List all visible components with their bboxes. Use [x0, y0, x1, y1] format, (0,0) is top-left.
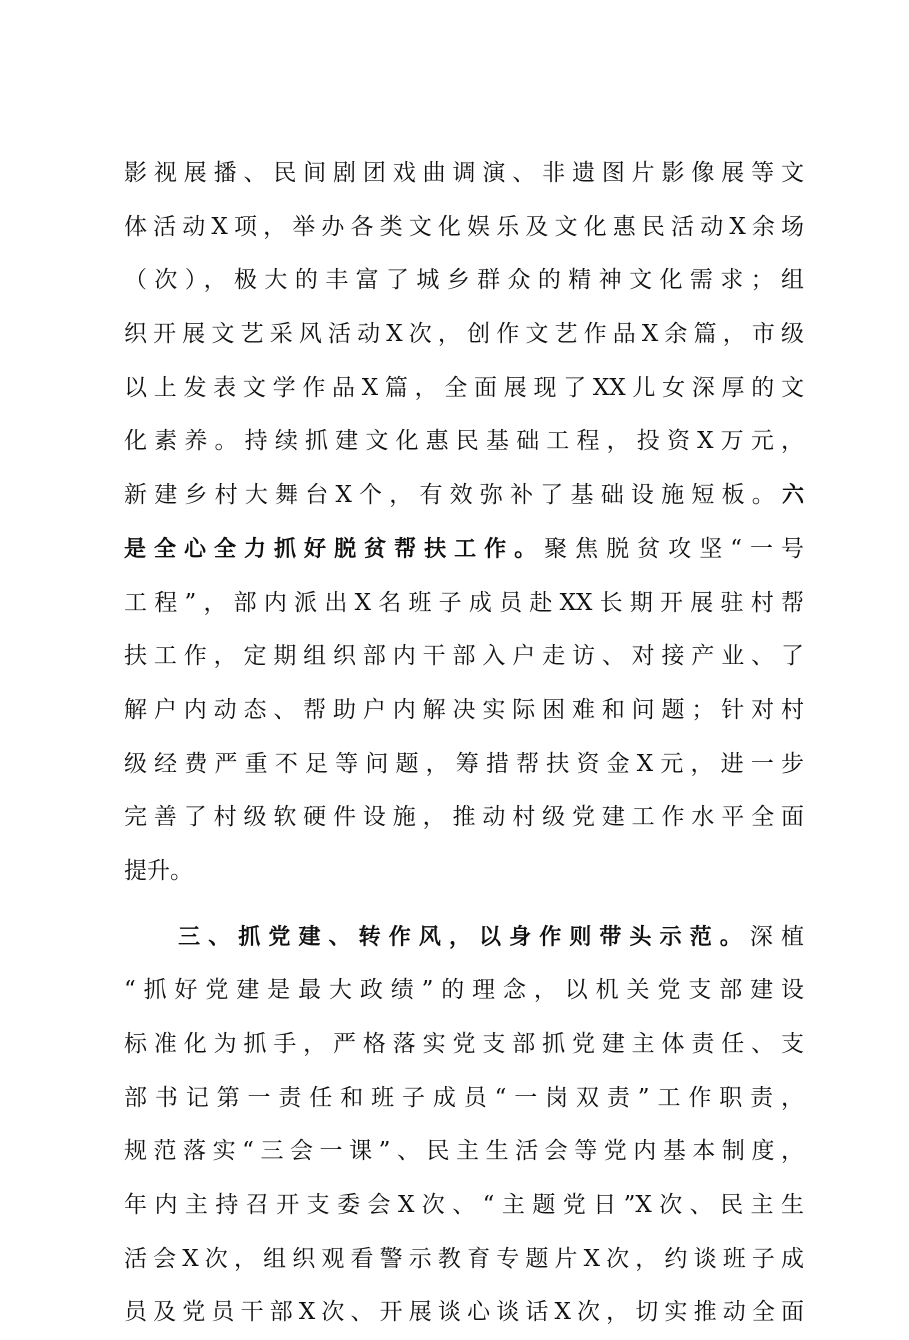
text-line: [124, 1233, 804, 1287]
text-line: [124, 362, 804, 416]
text: 年内主持召开支委会X次、“主题党日”X次、民主生: [124, 1192, 804, 1219]
text: 部书记第一责任和班子成员“一岗双责”工作职责，: [124, 1084, 804, 1111]
text-line: [124, 1018, 804, 1072]
text: 解户内动态、帮助户内解决实际困难和问题；针对村: [124, 696, 804, 723]
text-line: [124, 254, 804, 308]
text-line: [124, 308, 804, 362]
text: 级经费严重不足等问题，筹措帮扶资金X元，进一步: [124, 750, 804, 777]
text: 影视展播、民间剧团戏曲调演、非遗图片影像展等文: [124, 160, 804, 186]
text-line: [124, 469, 804, 523]
bold-text: 是全心全力抓好脱贫帮扶工作。: [124, 536, 545, 562]
section-heading: 三、抓党建、转作风，以身作则带头示范。: [170, 924, 750, 950]
text: 活会X次，组织观看警示教育专题片X次，约谈班子成: [124, 1245, 804, 1272]
text: 织开展文艺采风活动X次，创作文艺作品X余篇，市级: [124, 321, 804, 348]
text-line: [124, 415, 804, 469]
text-line: [124, 523, 804, 577]
text: 工程”，部内派出X名班子成员赴XX长期开展驻村帮: [124, 589, 804, 616]
text-line: [124, 1125, 804, 1179]
text-line: [124, 791, 804, 845]
text: 员及党员干部X次、开展谈心谈话X次，切实推动全面: [124, 1299, 804, 1326]
bold-text: 六: [781, 483, 804, 509]
text-line: [124, 684, 804, 738]
text: 提升。: [124, 857, 193, 884]
text: 扶工作，定期组织部内干部入户走访、对接产业、了: [124, 643, 804, 670]
text: 聚焦脱贫攻坚“一号: [544, 535, 804, 562]
document-body: [124, 147, 804, 1340]
text-line: [124, 1286, 804, 1340]
text: 化素养。持续抓建文化惠民基础工程，投资X万元，: [124, 428, 804, 455]
text: 深植: [749, 923, 805, 950]
text-line: [124, 577, 804, 631]
text: （次），极大的丰富了城乡群众的精神文化需求；组: [124, 267, 804, 294]
text: “抓好党建是最大政绩”的理念，以机关党支部建设: [124, 977, 804, 1004]
text-line: [124, 1179, 804, 1233]
text: 标准化为抓手，严格落实党支部抓党建主体责任、支: [124, 1031, 804, 1057]
text: 体活动X项，举办各类文化娱乐及文化惠民活动X余场: [124, 213, 804, 240]
text: 以上发表文学作品X篇，全面展现了XX儿女深厚的文: [124, 374, 804, 401]
section-heading-line: [124, 911, 804, 965]
text-line: [124, 964, 804, 1018]
text: 规范落实“三会一课”、民主生活会等党内基本制度，: [124, 1138, 804, 1165]
text-line: [124, 201, 804, 255]
text-line: [124, 630, 804, 684]
text-line: [124, 147, 804, 201]
text-line: [124, 738, 804, 792]
text: 新建乡村大舞台X个，有效弥补了基础设施短板。: [124, 482, 782, 509]
text-line: [124, 845, 804, 899]
text-line: [124, 1072, 804, 1126]
text: 完善了村级软硬件设施，推动村级党建工作水平全面: [124, 804, 804, 831]
